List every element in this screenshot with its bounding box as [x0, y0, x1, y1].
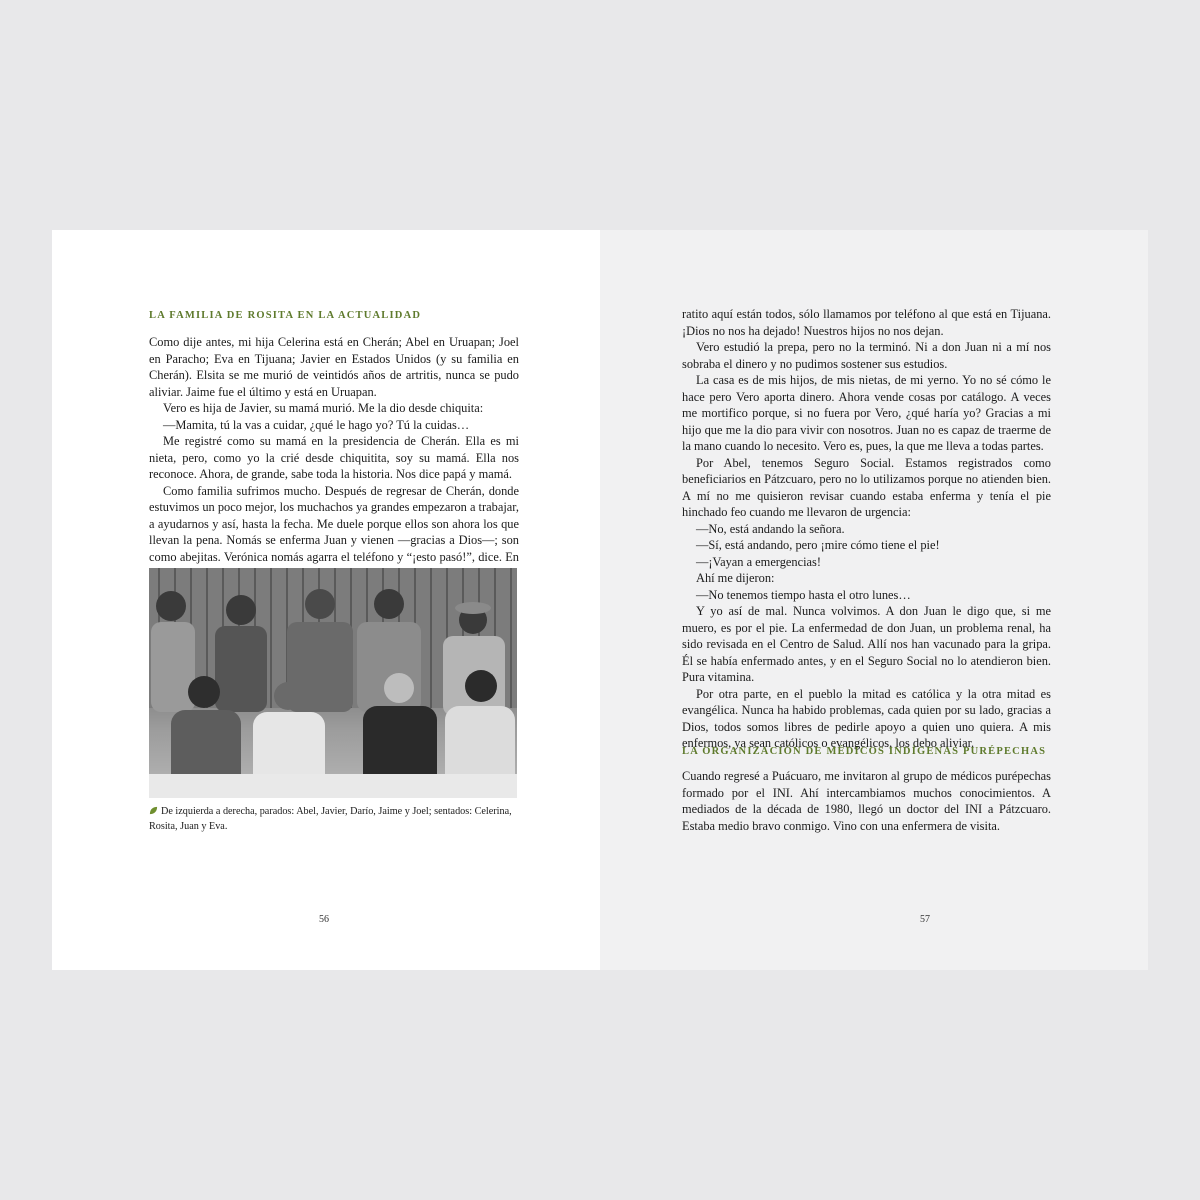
paragraph: Y yo así de mal. Nunca volvimos. A don Juan le digo que, si me muero, es por el pie. La enfermedad de don Juan, un problema renal, ha sido revisada en el Centro de Salud. Allí nos han vacunado para la gripa. Él se había enfermado antes, y en el Seguro Social no lo atendieron bien. Pura vitamina.: [682, 604, 1051, 684]
paragraph: Vero es hija de Javier, su mamá murió. Me la dio desde chiquita:: [163, 401, 484, 415]
section-heading: LA FAMILIA DE ROSITA EN LA ACTUALIDAD: [149, 310, 422, 321]
family-photo: [149, 568, 517, 798]
paragraph: Ahí me dijeron:: [696, 571, 775, 585]
paragraph: Vero estudió la prepa, pero no la terminó. Ni a don Juan ni a mí nos sobraba el dinero y no pudimos sostener sus estudios.: [682, 340, 1051, 371]
paragraph: Como dije antes, mi hija Celerina está en Cherán; Abel en Uruapan; Joel en Paracho; Eva en Tijuana; Javier en Estados Unidos (y su familia en Cherán). Elsita se me murió de veintidós años de artritis, nunca se pudo aliviar. Jaime fue el último y está en Uruapan.: [149, 335, 519, 399]
paragraph: La casa es de mis hijos, de mis nietas, de mi yerno. Yo no sé cómo le hace pero Vero aporta dinero. Ahora vende cosas por catálogo. A veces me mortifico porque, si no fuera por Vero, ¿qué haría yo? Gracias a mi hijo que me la dio para vivir con nosotros. Juan no es capaz de traerme de la mano cuando lo necesito. Vero es, pues, la que me lleva a todas partes.: [682, 373, 1051, 453]
section-heading: LA ORGANIZACIÓN DE MÉDICOS INDÍGENAS PURÉPECHAS: [682, 746, 1047, 757]
paragraph: —Sí, está andando, pero ¡mire cómo tiene el pie!: [696, 538, 940, 552]
book-spread: [52, 230, 1148, 970]
paragraph: Cuando regresé a Puácuaro, me invitaron al grupo de médicos purépechas formado por el INI. Ahí intercambiamos muchos conocimientos. A mediados de la década de 1980, llegó un doctor del INI a Pátzcuaro. Estaba medio bravo conmigo. Vino con una enfermera de visita.: [682, 769, 1051, 833]
right-body-text: [682, 306, 1051, 752]
paragraph: —No, está andando la señora.: [696, 521, 845, 536]
paragraph: Por Abel, tenemos Seguro Social. Estamos registrados como beneficiarios en Pátzcuaro, pero no lo utilizamos porque no atienden bien. A mí no me quisieron revisar cuando estaba enferma y tenía el pie hinchado feo cuando me llevaron de urgencia:: [682, 455, 1051, 519]
paragraph: —¡Vayan a emergencias!: [696, 554, 821, 569]
page-number: 56: [319, 914, 329, 925]
left-body-text: [149, 334, 519, 582]
photo-caption: [149, 805, 529, 834]
leaf-icon: [149, 806, 158, 820]
right-page: [600, 230, 1148, 970]
paragraph: —No tenemos tiempo hasta el otro lunes…: [696, 587, 911, 602]
paragraph: Por otra parte, en el pueblo la mitad es católica y la otra mitad es evangélica. Nunca ha habido problemas, cada quien por su lado, gracias a Dios, todos somos libres de pedirle apoyo a quien uno quiera. A mis enfermos, ya sean católicos o evangélicos, los debo aliviar.: [682, 686, 1051, 750]
paragraph: Como familia sufrimos mucho. Después de regresar de Cherán, donde estuvimos un poco mejor, los muchachos ya grandes empezaron a trabajar, a ayudarnos y así, hasta la fecha. Me duele porque ellos son ahora los que llevan la pena. Nomás se enferma Juan y vienen —gracias a Dios—; son como abejitas. Verónica nomás agarra el teléfono y “¡esto pasó!”, dice. En: [149, 483, 519, 564]
right-body-text-2: [682, 768, 1051, 834]
caption-text: De izquierda a derecha, parados: Abel, Javier, Darío, Jaime y Joel; sentados: Celerina, Rosita, Juan y Eva.: [149, 806, 512, 832]
paragraph: —Mamita, tú la vas a cuidar, ¿qué le hago yo? Tú la cuidas…: [163, 417, 470, 432]
left-page: [52, 230, 600, 970]
paragraph: Me registré como su mamá en la presidencia de Cherán. Ella es mi nieta, pero, como yo la crié desde chiquitita, soy su mamá. Ella nos reconoce. Ahora, de grande, sabe toda la historia. Nos dice papá y mamá.: [149, 434, 519, 481]
paragraph: ratito aquí están todos, sólo llamamos por teléfono al que está en Tijuana. ¡Dios no nos ha dejado! Nuestros hijos no nos dejan.: [682, 307, 1051, 338]
page-number: 57: [920, 914, 930, 925]
